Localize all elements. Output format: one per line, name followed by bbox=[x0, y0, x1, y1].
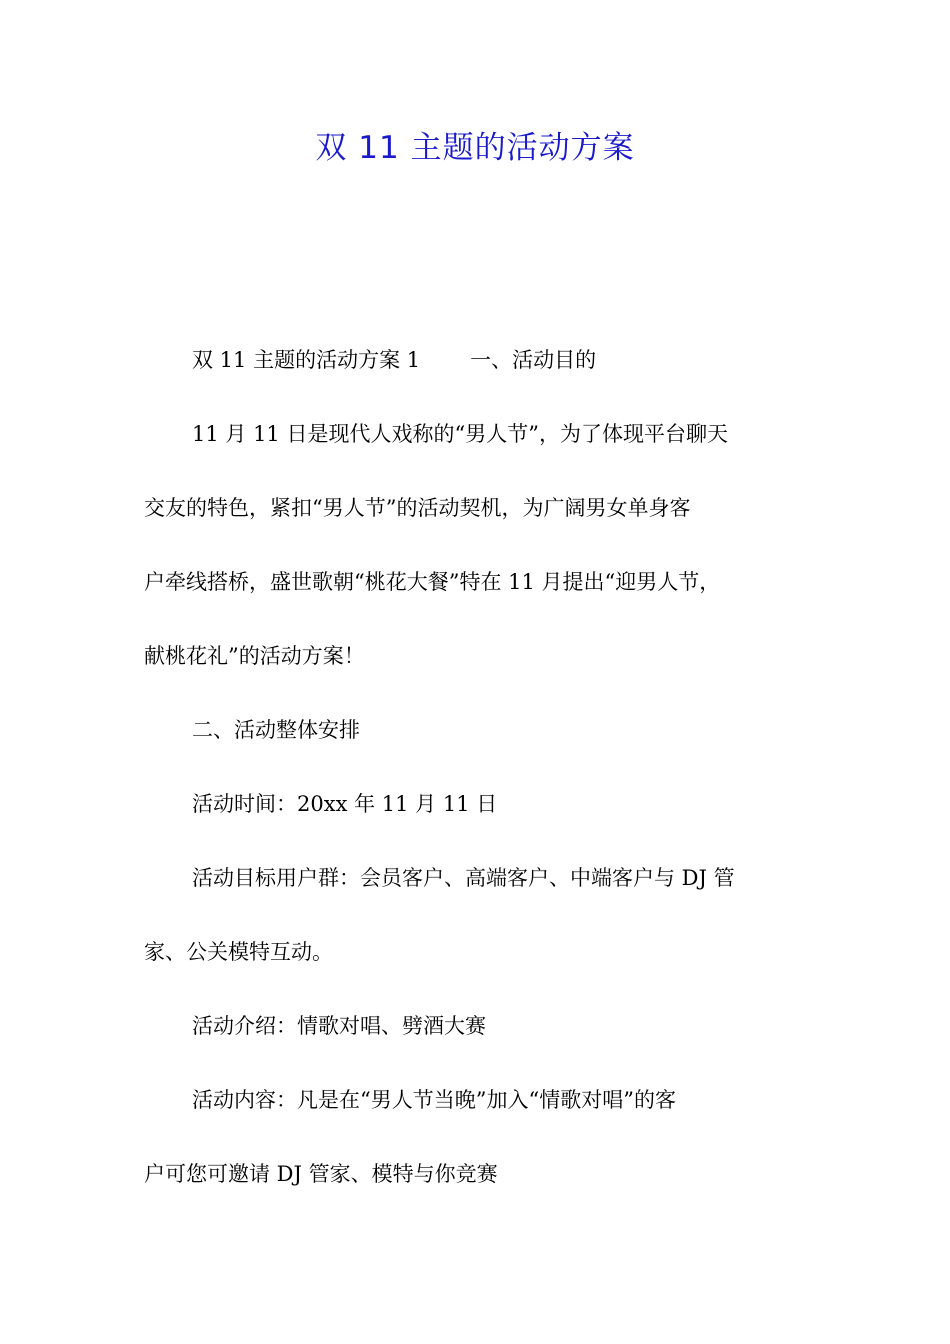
paragraph-line: 活动目标用户群：会员客户、高端客户、中端客户与 DJ 管 bbox=[192, 866, 735, 890]
paragraph-introduction: 活动介绍：情歌对唱、劈酒大赛 bbox=[192, 1014, 486, 1038]
paragraph-line: 献桃花礼”的活动方案！ bbox=[144, 644, 365, 668]
paragraph-line: 11 月 11 日是现代人戏称的“男人节”，为了体现平台聊天 bbox=[192, 422, 728, 446]
paragraph-line: 交友的特色，紧扣“男人节”的活动契机，为广阔男女单身客 bbox=[144, 496, 691, 520]
paragraph-line: 活动内容：凡是在“男人节当晚”加入“情歌对唱”的客 bbox=[192, 1088, 676, 1112]
document-title: 双 11 主题的活动方案 bbox=[315, 130, 635, 166]
section-heading-purpose: 一、活动目的 bbox=[470, 348, 597, 372]
paragraph-purpose bbox=[144, 412, 834, 678]
paragraph-line: 户牵线搭桥，盛世歌朝“桃花大餐”特在 11 月提出“迎男人节， bbox=[144, 570, 721, 594]
section-heading-arrangement: 二、活动整体安排 bbox=[192, 718, 360, 742]
paragraph-line: 家、公关模特互动。 bbox=[144, 940, 333, 964]
paragraph-intro bbox=[144, 338, 834, 382]
plan-heading: 双 11 主题的活动方案 1 bbox=[192, 348, 421, 372]
paragraph-line: 户可您可邀请 DJ 管家、模特与你竞赛 bbox=[144, 1162, 498, 1186]
paragraph-content bbox=[144, 1078, 834, 1196]
paragraph-time: 活动时间：20xx 年 11 月 11 日 bbox=[192, 792, 498, 816]
document-body bbox=[144, 338, 834, 1226]
paragraph-target-users bbox=[144, 856, 834, 974]
